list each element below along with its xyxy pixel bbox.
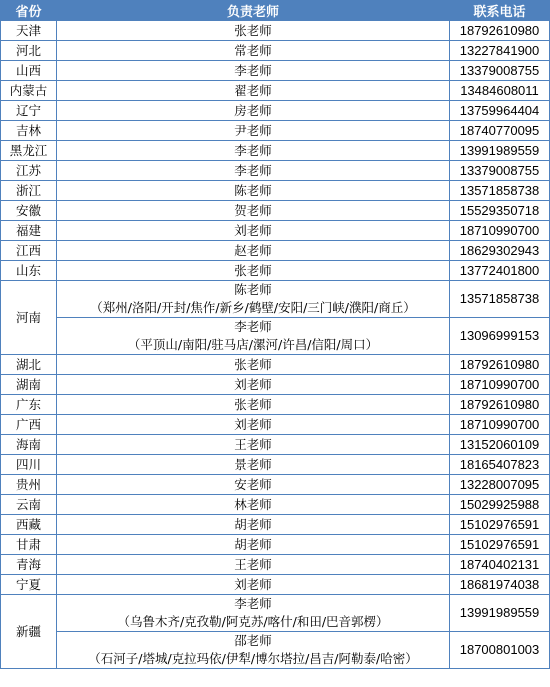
table-row (1, 101, 550, 121)
province-cell: 内蒙古 (1, 81, 57, 101)
province-cell: 山西 (1, 61, 57, 81)
phone-cell: 13991989559 (450, 141, 550, 161)
table-row (1, 121, 550, 141)
table-row-xinjiang-1 (1, 595, 550, 632)
phone-cell: 13096999153 (450, 318, 550, 355)
teacher-cell: 刘老师 (57, 221, 450, 241)
teacher-cell: 房老师 (57, 101, 450, 121)
province-cell: 天津 (1, 21, 57, 41)
table-row (1, 555, 550, 575)
table-row (1, 475, 550, 495)
table-row (1, 415, 550, 435)
province-cell: 云南 (1, 495, 57, 515)
teacher-cell: 安老师 (57, 475, 450, 495)
phone-cell: 13484608011 (450, 81, 550, 101)
city-list: （平顶山/南阳/驻马店/漯河/许昌/信阳/周口） (127, 337, 379, 352)
teacher-cell: 王老师 (57, 435, 450, 455)
teacher-name: 李老师 (234, 596, 272, 611)
table-row (1, 495, 550, 515)
table-row (1, 221, 550, 241)
province-cell: 湖南 (1, 375, 57, 395)
header-phone: 联系电话 (450, 1, 550, 21)
table-row (1, 61, 550, 81)
province-cell: 河北 (1, 41, 57, 61)
phone-cell: 18629302943 (450, 241, 550, 261)
phone-cell: 18710990700 (450, 221, 550, 241)
table-row (1, 435, 550, 455)
table-row (1, 141, 550, 161)
teacher-cell: 张老师 (57, 261, 450, 281)
phone-cell: 15102976591 (450, 515, 550, 535)
phone-cell: 13571858738 (450, 281, 550, 318)
phone-cell: 13991989559 (450, 595, 550, 632)
province-cell: 江苏 (1, 161, 57, 181)
province-cell: 甘肃 (1, 535, 57, 555)
phone-cell: 13227841900 (450, 41, 550, 61)
teacher-cell: 张老师 (57, 395, 450, 415)
teacher-cell (57, 632, 450, 669)
province-cell: 海南 (1, 435, 57, 455)
table-row (1, 81, 550, 101)
city-list: （郑州/洛阳/开封/焦作/新乡/鹤壁/安阳/三门峡/濮阳/商丘） (90, 300, 416, 315)
phone-cell: 13228007095 (450, 475, 550, 495)
teacher-name: 李老师 (234, 319, 272, 334)
table-row (1, 395, 550, 415)
teacher-cell: 贺老师 (57, 201, 450, 221)
phone-cell: 13379008755 (450, 61, 550, 81)
teacher-cell: 刘老师 (57, 575, 450, 595)
table-row-xinjiang-2 (1, 632, 550, 669)
phone-cell: 13152060109 (450, 435, 550, 455)
province-cell: 贵州 (1, 475, 57, 495)
province-cell: 黑龙江 (1, 141, 57, 161)
teacher-cell: 李老师 (57, 161, 450, 181)
table-row (1, 535, 550, 555)
province-cell: 福建 (1, 221, 57, 241)
province-cell: 宁夏 (1, 575, 57, 595)
teacher-cell: 翟老师 (57, 81, 450, 101)
province-cell: 吉林 (1, 121, 57, 141)
province-cell: 四川 (1, 455, 57, 475)
phone-cell: 15102976591 (450, 535, 550, 555)
teacher-cell: 王老师 (57, 555, 450, 575)
table-row (1, 355, 550, 375)
province-cell-henan: 河南 (1, 281, 57, 355)
table-row (1, 161, 550, 181)
teacher-cell: 赵老师 (57, 241, 450, 261)
table-row (1, 515, 550, 535)
province-cell: 广西 (1, 415, 57, 435)
table-row (1, 181, 550, 201)
phone-cell: 18792610980 (450, 355, 550, 375)
province-cell: 江西 (1, 241, 57, 261)
phone-cell: 18710990700 (450, 375, 550, 395)
table-row (1, 455, 550, 475)
city-list: （石河子/塔城/克拉玛依/伊犁/博尔塔拉/昌吉/阿勒泰/哈密） (88, 651, 418, 666)
phone-cell: 18740770095 (450, 121, 550, 141)
teacher-cell: 刘老师 (57, 375, 450, 395)
teacher-name: 邵老师 (234, 633, 272, 648)
teacher-cell (57, 595, 450, 632)
province-cell: 山东 (1, 261, 57, 281)
phone-cell: 18700801003 (450, 632, 550, 669)
teacher-cell: 景老师 (57, 455, 450, 475)
table-row (1, 21, 550, 41)
teacher-cell: 李老师 (57, 141, 450, 161)
teacher-cell: 尹老师 (57, 121, 450, 141)
phone-cell: 13571858738 (450, 181, 550, 201)
teacher-cell: 陈老师 (57, 181, 450, 201)
teacher-name: 陈老师 (234, 282, 272, 297)
phone-cell: 18740402131 (450, 555, 550, 575)
header-province: 省份 (1, 1, 57, 21)
table-row (1, 241, 550, 261)
table-row (1, 41, 550, 61)
table-row (1, 201, 550, 221)
phone-cell: 18792610980 (450, 21, 550, 41)
city-list: （乌鲁木齐/克孜勒/阿克苏/喀什/和田/巴音郭楞） (117, 614, 389, 629)
phone-cell: 18710990700 (450, 415, 550, 435)
phone-cell: 13772401800 (450, 261, 550, 281)
province-cell: 辽宁 (1, 101, 57, 121)
table-row-henan-1 (1, 281, 550, 318)
province-cell: 湖北 (1, 355, 57, 375)
phone-cell: 13379008755 (450, 161, 550, 181)
header-teacher: 负责老师 (57, 1, 450, 21)
province-cell: 安徽 (1, 201, 57, 221)
header-row (1, 1, 550, 21)
teacher-cell (57, 281, 450, 318)
province-cell: 浙江 (1, 181, 57, 201)
teacher-cell (57, 318, 450, 355)
teacher-cell: 李老师 (57, 61, 450, 81)
table-row (1, 575, 550, 595)
phone-cell: 18792610980 (450, 395, 550, 415)
teacher-cell: 常老师 (57, 41, 450, 61)
teacher-cell: 胡老师 (57, 535, 450, 555)
phone-cell: 18165407823 (450, 455, 550, 475)
teacher-cell: 张老师 (57, 355, 450, 375)
table-row (1, 261, 550, 281)
table-row-henan-2 (1, 318, 550, 355)
table-row (1, 375, 550, 395)
teacher-cell: 张老师 (57, 21, 450, 41)
province-cell: 广东 (1, 395, 57, 415)
province-cell: 青海 (1, 555, 57, 575)
phone-cell: 15529350718 (450, 201, 550, 221)
phone-cell: 13759964404 (450, 101, 550, 121)
teacher-cell: 林老师 (57, 495, 450, 515)
phone-cell: 18681974038 (450, 575, 550, 595)
province-cell-xinjiang: 新疆 (1, 595, 57, 669)
province-cell: 西藏 (1, 515, 57, 535)
teacher-cell: 胡老师 (57, 515, 450, 535)
teacher-cell: 刘老师 (57, 415, 450, 435)
phone-cell: 15029925988 (450, 495, 550, 515)
